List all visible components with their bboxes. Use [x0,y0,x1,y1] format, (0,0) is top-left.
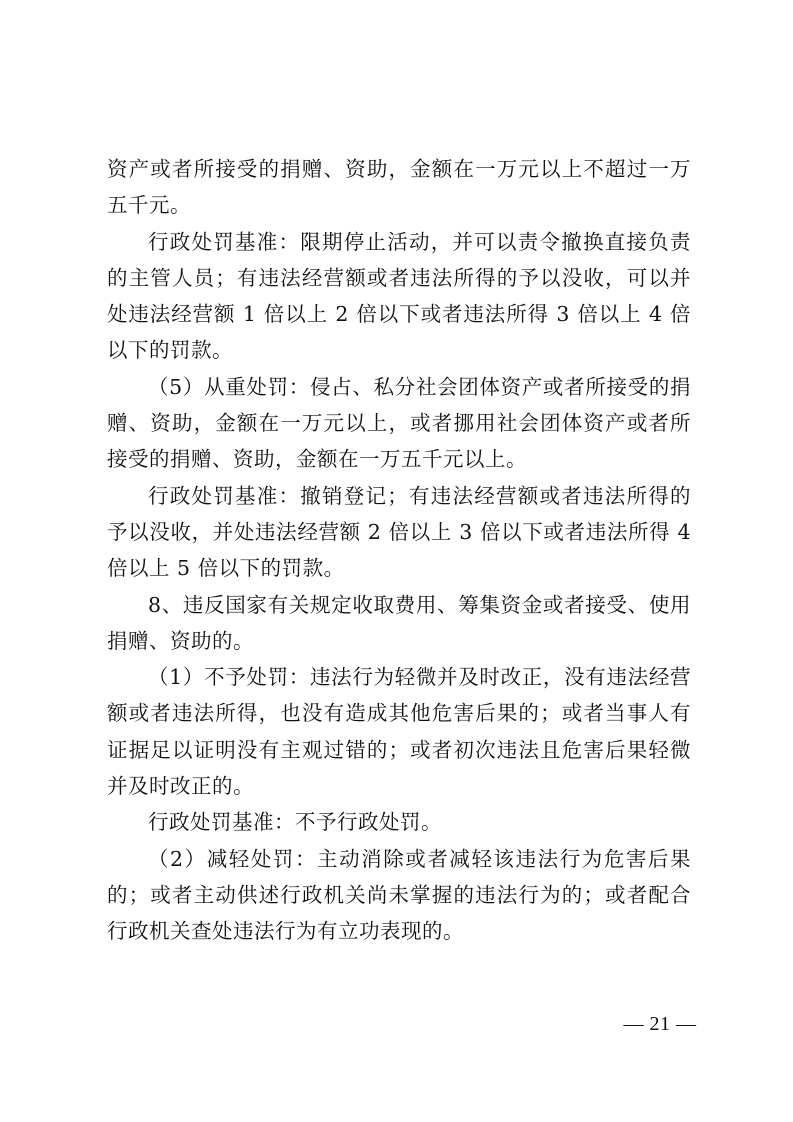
document-body [107,151,691,950]
page-number: — 21 — [623,1013,697,1035]
paragraph-heavier-penalty: （5）从重处罚：侵占、私分社会团体资产或者所接受的捐赠、资助，金额在一万元以上，或者挪用社会团体资产或者所接受的捐赠、资助，金额在一万五千元以上。 [107,374,691,472]
paragraph-penalty-standard-3: 行政处罚基准：不予行政处罚。 [148,810,442,835]
paragraph-continuation: 资产或者所接受的捐赠、资助，金额在一万元以上不超过一万五千元。 [107,157,691,218]
paragraph-reduced-penalty: （2）减轻处罚：主动消除或者减轻该违法行为危害后果的；或者主动供述行政机关尚未掌握的违法行为的；或者配合行政机关查处违法行为有立功表现的。 [107,846,691,944]
paragraph-item-8: 8、违反国家有关规定收取费用、筹集资金或者接受、使用捐赠、资助的。 [107,592,691,653]
paragraph-penalty-standard-2: 行政处罚基准：撤销登记；有违法经营额或者违法所得的予以没收，并处违法经营额 2 倍以上 3 倍以下或者违法所得 4 倍以上 5 倍以下的罚款。 [107,483,691,581]
paragraph-no-penalty: （1）不予处罚：违法行为轻微并及时改正，没有违法经营额或者违法所得，也没有造成其他危害后果的；或者当事人有证据足以证明没有主观过错的；或者初次违法且危害后果轻微并及时改正的。 [107,665,691,799]
paragraph-penalty-standard-1: 行政处罚基准：限期停止活动，并可以责令撤换直接负责的主管人员；有违法经营额或者违法所得的予以没收，可以并处违法经营额 1 倍以上 2 倍以下或者违法所得 3 倍以上 4 倍以下的罚款。 [107,229,691,363]
